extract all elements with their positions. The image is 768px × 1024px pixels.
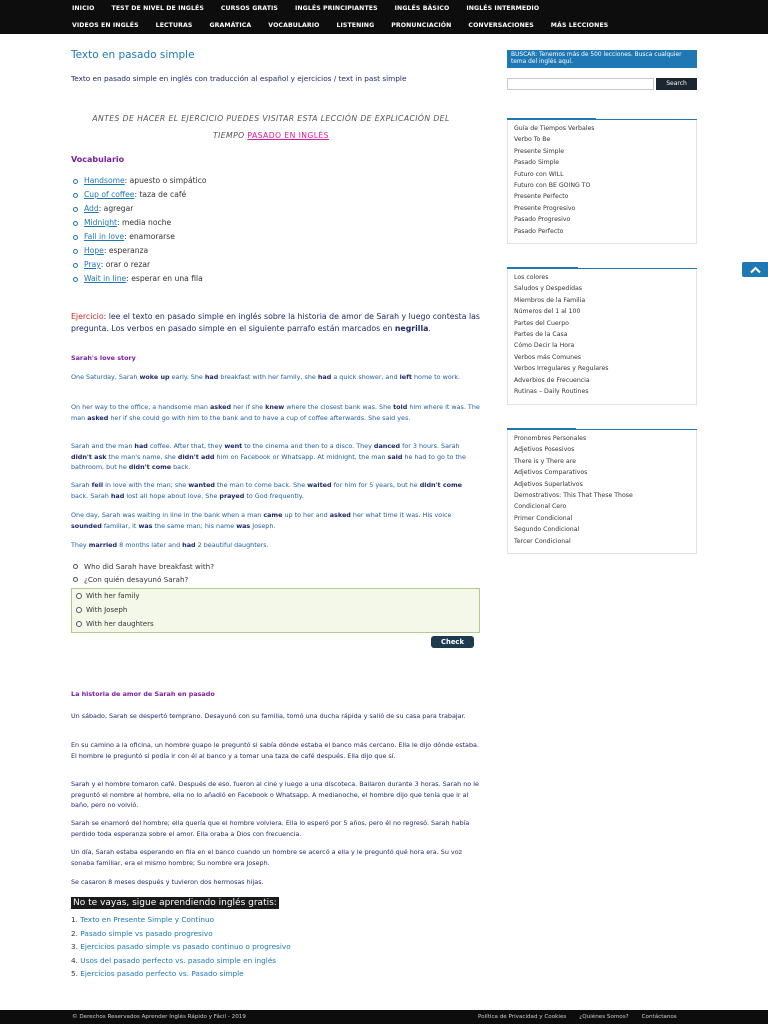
past-simple-verb: asked: [209, 403, 232, 411]
past-simple-verb: asked: [329, 511, 351, 519]
sidebar-link[interactable]: Tercer Condicional: [514, 537, 571, 545]
question-item: [71, 573, 214, 586]
bullet-icon: [73, 277, 78, 282]
bullet-icon: [73, 249, 78, 254]
story-text: 2 beautiful daughters.: [195, 541, 269, 549]
vocabulary-heading: Vocabulario: [71, 155, 125, 164]
story-text: Joseph.: [250, 521, 276, 530]
vocab-term-link[interactable]: Fall in love: [84, 232, 125, 241]
vocab-meaning: : enamorarse: [124, 232, 175, 241]
story-text: for 3 hours. Sarah: [400, 442, 460, 450]
quiz-option-label: With her daughters: [86, 620, 154, 628]
translation-paragraph-3: Sarah y el hombre tomaron café. Después de eso, fueron al cine y luego a una discoteca. Bailaron durante 3 horas. Sarah no le preguntó el nombre al hombre, ella no lo añadió en Facebook o Whatsapp. A medianoche, el hombre dijo que tenía que ir al baño, pero no volvió.: [71, 780, 479, 809]
sidebar-link[interactable]: Primer Condicional: [514, 514, 573, 522]
related-link[interactable]: Texto en Presente Simple y Continuo: [80, 915, 215, 924]
sidebar-link[interactable]: Presente Simple: [514, 147, 565, 155]
pasado-en-ingles-link[interactable]: PASADO EN INGLÉS: [247, 131, 329, 140]
story-title: Sarah's love story: [71, 354, 136, 362]
widget-list: [508, 430, 696, 547]
radio-icon[interactable]: [76, 607, 82, 613]
footer-link-contacto[interactable]: Contáctanos: [641, 1014, 677, 1020]
vocab-term-link[interactable]: Cup of coffee: [84, 190, 135, 199]
nav-item-cursos-gratis[interactable]: CURSOS GRATIS: [220, 5, 278, 12]
story-text: her if she could go with him to the bank and to have a cup of coffee afterwards. She said yes.: [108, 413, 411, 422]
story-paragraph-5: [71, 510, 481, 531]
story-text: back.: [171, 463, 191, 471]
story-text: breakfast with her family, she: [218, 373, 318, 381]
question-text: Who did Sarah have breakfast with?: [84, 562, 215, 571]
vocab-item: [71, 202, 207, 216]
question-item: [71, 560, 214, 573]
sidebar-link[interactable]: Adverbios de Frecuencia: [514, 376, 590, 384]
exercise-label: Ejercicio: [71, 312, 104, 321]
translation-paragraph-6: Se casaron 8 meses después y tuvieron dos hermosas hijas.: [71, 878, 264, 886]
quiz-option[interactable]: [76, 592, 140, 600]
lesson-note-text: ANTES DE HACER EL EJERCICIO PUEDES VISITAR ESTA LECCIÓN DE EXPLICACIÓN DEL TIEMPO: [92, 114, 450, 140]
article-subtitle: Texto en pasado simple en inglés con traducción al español y ejercicios / text in past simple: [71, 74, 407, 83]
story-text: her if she: [231, 403, 266, 411]
bullet-icon: [73, 263, 78, 268]
related-link[interactable]: Ejercicios pasado simple vs pasado continuo o progresivo: [80, 942, 291, 951]
nav-item-listening[interactable]: LISTENING: [336, 22, 375, 29]
past-simple-verb: left: [399, 373, 412, 381]
vocab-term-link[interactable]: Midnight: [84, 218, 118, 227]
story-text: in love with the man; she: [103, 481, 189, 489]
vocab-term-link[interactable]: Handsome: [84, 176, 125, 185]
widget-title-tiempos: [507, 109, 697, 120]
past-simple-verb: didn't add: [177, 452, 215, 461]
vocab-meaning: : esperar en una fila: [126, 274, 203, 283]
sidebar-link[interactable]: Los colores: [514, 274, 549, 281]
vocab-item: [71, 230, 207, 244]
story-text: to God frequently.: [244, 491, 304, 500]
sidebar-link[interactable]: Presente Perfecto: [514, 193, 569, 201]
past-simple-verb: came: [263, 511, 283, 519]
sidebar-link[interactable]: Pasado Perfecto: [514, 227, 564, 235]
sidebar-link[interactable]: Adjetivos Posesivos: [514, 446, 575, 454]
past-simple-verb: didn't come: [128, 463, 172, 471]
vocab-meaning: : esperanza: [103, 246, 149, 255]
sidebar-link[interactable]: Demostrativos: This That These Those: [514, 491, 633, 499]
nav-item-inicio[interactable]: INICIO: [72, 5, 95, 12]
bullet-icon: [73, 577, 78, 582]
sidebar-link[interactable]: Partes de la Casa: [514, 330, 568, 338]
nav-item-vocabulario[interactable]: VOCABULARIO: [268, 22, 320, 29]
search-input[interactable]: [507, 78, 654, 90]
bullet-icon: [73, 193, 78, 198]
sidebar-link[interactable]: Condicional Cero: [514, 503, 567, 511]
sidebar-link[interactable]: Cómo Decir la Hora: [514, 342, 575, 350]
nav-item-videos[interactable]: VIDEOS EN INGLÉS: [72, 22, 139, 29]
widget-title-vocabulario: [507, 258, 697, 269]
exercise-instructions: Ejercicio: lee el texto en pasado simple en inglés sobre la historia de amor de Sarah y luego contesta las pregunta. Los verbos en pasado simple en el siguiente parrafo están marcados en negrilla.: [71, 312, 480, 333]
past-simple-verb: had: [134, 442, 148, 450]
related-link-item: 1. Texto en Presente Simple y Continuo: [71, 915, 215, 924]
footer-copyright: © Derechos Reservados Aprender Inglés Rápido y Fácil - 2019: [72, 1014, 246, 1020]
related-link[interactable]: Pasado simple vs pasado progresivo: [80, 928, 213, 938]
story-text: lost all hope about love. She: [124, 491, 220, 500]
past-simple-verb: asked: [87, 413, 109, 422]
lesson-note: [86, 110, 456, 144]
past-simple-verb: had: [182, 541, 196, 549]
past-simple-verb: had: [317, 373, 332, 381]
sidebar-link[interactable]: Números del 1 al 100: [514, 308, 581, 316]
vocab-meaning: : agregar: [98, 204, 134, 213]
sidebar-link[interactable]: Futuro con BE GOING TO: [514, 181, 591, 189]
story-text: One Saturday, Sarah: [71, 373, 140, 381]
vocab-item: [71, 272, 207, 286]
story-paragraph-6: [71, 540, 481, 551]
footer-links: [478, 1010, 690, 1024]
widget-title-gramatica: [507, 419, 697, 430]
question-text: ¿Con quién desayunó Sarah?: [84, 575, 189, 584]
footer-link-quienes-somos[interactable]: ¿Quiénes Somos?: [579, 1014, 629, 1020]
footer: [0, 1010, 768, 1024]
exercise-text: : lee el texto en pasado simple en inglés sobre la historia de amor de Sarah y luego contesta las pregunta. Los verbos en pasado simple en el siguiente parrafo están marcados en: [71, 312, 480, 333]
vocab-item: [71, 174, 207, 188]
story-text: early. She: [169, 373, 205, 381]
story-text: the same man; his name: [152, 521, 237, 530]
nav-item-test-nivel[interactable]: TEST DE NIVEL DE INGLÉS: [111, 5, 204, 12]
vocab-term-link[interactable]: Pray: [84, 260, 101, 269]
translation-paragraph-5: Un día, Sarah estaba esperando en fila en el banco cuando un hombre se acercó a ella y le preguntó qué hora era. Su voz sonaba familiar, era el mismo hombre; Su nombre era Joseph.: [71, 848, 462, 867]
story-text: her what time it was. His voice: [350, 511, 452, 519]
nav-item-ingles-basico[interactable]: INGLÉS BÁSICO: [394, 5, 450, 12]
top-navigation: [0, 0, 768, 34]
scroll-to-top-button[interactable]: [742, 262, 768, 277]
nav-item-pronunciacion[interactable]: PRONUNCIACIÓN: [391, 22, 452, 29]
related-link-item: 4. Usos del pasado perfecto vs. pasado simple en inglés: [71, 955, 277, 965]
past-simple-verb: woke up: [139, 373, 170, 381]
story-text: for him for 5 years, but he: [331, 481, 420, 489]
story-text: They: [71, 541, 89, 549]
past-simple-verb: didn't come: [419, 481, 462, 489]
past-simple-verb: sounded: [71, 521, 102, 530]
question-list: [71, 560, 214, 586]
translation-title: La historia de amor de Sarah en pasado: [71, 690, 215, 698]
vocab-term-link[interactable]: Hope: [84, 246, 104, 255]
past-simple-verb: waited: [307, 481, 332, 489]
vocab-meaning: : taza de café: [134, 190, 187, 199]
vocab-meaning: : apuesto o simpático: [124, 176, 207, 185]
story-text: up to her and: [282, 511, 330, 519]
related-link[interactable]: Ejercicios pasado perfecto vs. Pasado simple: [80, 969, 244, 978]
chevron-up-icon: [750, 266, 761, 274]
sidebar-link[interactable]: Pasado Simple: [514, 159, 560, 167]
story-text: to the cinema and then to a disco. They: [242, 442, 374, 450]
bullet-icon: [73, 235, 78, 240]
exercise-bold-word: negrilla: [394, 323, 429, 333]
translation-paragraph-2: En su camino a la oficina, un hombre guapo le preguntó si sabía dónde estaba el banco más cercano. Ella le dijo dónde estaba. El hombre le preguntó si podía ir con él al banco y a tomar una taza de café después. Ella dijo que sí.: [71, 741, 479, 760]
story-text: 8 months later and: [117, 541, 183, 549]
sidebar-link[interactable]: Futuro con WILL: [514, 170, 564, 178]
translation-paragraph-1: Un sábado, Sarah se despertó temprano. Desayunó con su familia, tomó una ducha rápida y salió de su casa para trabajar.: [71, 712, 466, 720]
quiz-option-label: With Joseph: [86, 606, 128, 614]
past-simple-verb: had: [110, 491, 125, 500]
past-simple-verb: was: [236, 521, 251, 530]
search-banner: BUSCAR: Tenemos más de 500 lecciones. Busca cualquier tema del inglés aquí.: [507, 50, 697, 68]
sidebar-link[interactable]: Saludos y Despedidas: [514, 285, 583, 293]
vocab-item: [71, 188, 207, 202]
story-text: On her way to the office, a handsome man: [71, 403, 210, 411]
related-link-item: 2. Pasado simple vs pasado progresivo: [71, 928, 213, 938]
sidebar-link[interactable]: Adjetivos Comparativos: [514, 469, 588, 477]
sidebar-link[interactable]: Pasado Progresivo: [514, 216, 571, 224]
related-link[interactable]: Usos del pasado perfecto vs. pasado simple en inglés: [80, 955, 277, 965]
vocab-meaning: : media noche: [117, 218, 172, 227]
sidebar-link[interactable]: Guía de Tiempos Verbales: [514, 125, 595, 132]
nav-item-ingles-principiantes[interactable]: INGLÉS PRINCIPIANTES: [294, 5, 378, 12]
story-text: him where it was. The man: [71, 403, 480, 422]
story-text: the man's name, she: [106, 452, 178, 461]
sidebar-link[interactable]: Verbo To Be: [514, 136, 551, 144]
past-simple-verb: danced: [373, 442, 401, 450]
past-simple-verb: didn't ask: [71, 452, 107, 461]
story-text: Sarah: [71, 481, 92, 489]
vocab-item: [71, 244, 207, 258]
vocab-meaning: : orar o rezar: [100, 260, 151, 269]
story-text: the man to come back. She: [215, 481, 308, 489]
nav-row-1: [72, 0, 556, 17]
story-text: coffee. After that, they: [147, 442, 225, 450]
vocab-term-link[interactable]: Wait in line: [84, 274, 127, 283]
story-paragraph-1: [71, 372, 481, 383]
past-simple-verb: married: [88, 541, 118, 549]
keep-learning-banner: No te vayas, sigue aprendiendo inglés gratis:: [73, 898, 277, 908]
past-simple-verb: knew: [265, 403, 285, 411]
page-title: Texto en pasado simple: [71, 49, 195, 61]
nav-item-lecturas[interactable]: LECTURAS: [155, 22, 193, 29]
vocab-term-link[interactable]: Add: [84, 204, 99, 213]
radio-icon[interactable]: [76, 593, 82, 599]
story-text: One day, Sarah was waiting in line in the bank when a man: [71, 511, 264, 519]
nav-item-conversaciones[interactable]: CONVERSACIONES: [468, 22, 534, 29]
story-text: familiar, it: [101, 521, 139, 530]
sidebar-link[interactable]: Verbos Irregulares y Regulares: [514, 365, 609, 373]
past-simple-verb: was: [138, 521, 153, 530]
widget-list: [508, 120, 696, 237]
sidebar-link[interactable]: There is y There are: [514, 457, 576, 465]
story-text: he had to go to the bathroom, but he: [71, 452, 466, 471]
story-paragraph-4: [71, 480, 481, 501]
bullet-icon: [73, 564, 78, 569]
nav-row-2: [72, 17, 625, 34]
bullet-icon: [73, 179, 78, 184]
sidebar-link[interactable]: Miembros de la Familia: [514, 296, 586, 304]
quiz-option-label: With her family: [86, 592, 140, 600]
nav-item-gramatica[interactable]: GRAMÁTICA: [209, 22, 252, 29]
related-link-item: 5. Ejercicios pasado perfecto vs. Pasado simple: [71, 969, 244, 978]
footer-link-privacidad[interactable]: Política de Privacidad y Cookies: [478, 1014, 567, 1020]
bullet-icon: [73, 221, 78, 226]
past-simple-verb: wanted: [188, 481, 215, 489]
quiz-option[interactable]: [76, 606, 127, 614]
story-text: where the closest bank was. She: [284, 403, 394, 411]
widget-gramatica: [507, 430, 697, 554]
past-simple-verb: went: [224, 442, 243, 450]
search-button[interactable]: Search: [656, 78, 697, 90]
story-paragraph-3: [71, 441, 481, 473]
story-text: him on Facebook or Whatsapp. At midnight, the man: [214, 452, 388, 461]
widget-tiempos-verbales: [507, 120, 697, 244]
bullet-icon: [73, 207, 78, 212]
widget-vocabulario: [507, 269, 697, 405]
nav-item-ingles-intermedio[interactable]: INGLÉS INTERMEDIO: [466, 5, 540, 12]
vocab-item: [71, 216, 207, 230]
past-simple-verb: prayed: [219, 491, 245, 500]
story-text: home to work.: [411, 373, 461, 381]
story-text: back. Sarah: [71, 491, 111, 500]
sidebar-link[interactable]: Presente Progresivo: [514, 204, 576, 212]
sidebar-link[interactable]: Rutinas – Daily Routines: [514, 387, 589, 395]
past-simple-verb: fell: [91, 481, 104, 489]
story-paragraph-2: [71, 402, 481, 423]
past-simple-verb: told: [393, 403, 408, 411]
radio-icon[interactable]: [76, 621, 82, 627]
related-link-item: 3. Ejercicios pasado simple vs pasado continuo o progresivo: [71, 942, 291, 951]
sidebar-link[interactable]: Pronombres Personales: [514, 435, 587, 442]
sidebar-link[interactable]: Adjetivos Superlativos: [514, 480, 583, 488]
quiz-options: [71, 588, 480, 633]
vocab-item: [71, 258, 207, 272]
check-button[interactable]: Check: [431, 636, 474, 648]
sidebar-link[interactable]: Partes del Cuerpo: [514, 319, 569, 327]
past-simple-verb: said: [387, 452, 403, 461]
past-simple-verb: had: [204, 373, 219, 381]
story-text: a quick shower, and: [331, 373, 400, 381]
nav-item-mas-lecciones[interactable]: MÁS LECCIONES: [550, 22, 609, 29]
translation-paragraph-4: Sarah se enamoró del hombre; ella quería que el hombre volviera. Ella lo esperó por 5 años, pero él no regresó. Sarah había perdido toda esperanza sobre el amor. Ella oraba a Dios con frecuencia.: [71, 819, 470, 838]
story-text: Sarah and the man: [71, 442, 135, 450]
sidebar-link[interactable]: Verbos más Comunes: [514, 353, 582, 361]
related-links-list: [71, 913, 291, 981]
quiz-option[interactable]: [76, 620, 154, 628]
widget-list: [508, 269, 696, 397]
vocabulary-list: [71, 174, 207, 286]
sidebar-link[interactable]: Segundo Condicional: [514, 526, 580, 534]
